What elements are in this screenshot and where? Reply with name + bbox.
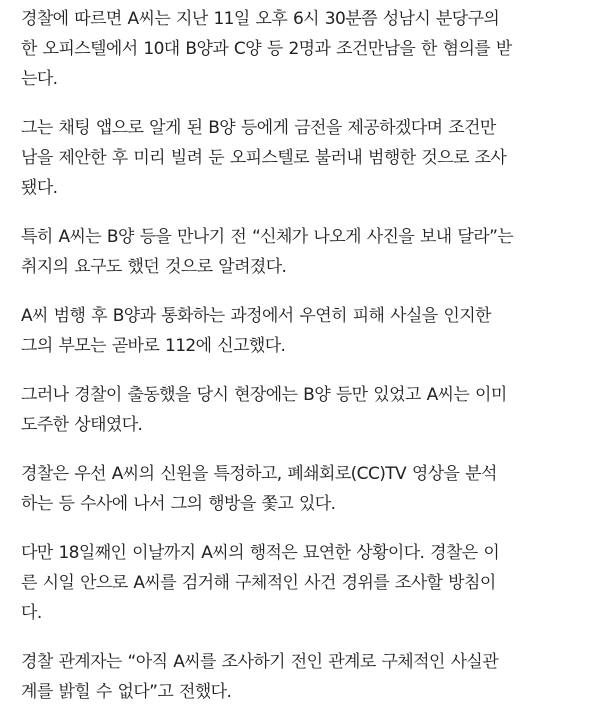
paragraph-6 bbox=[21, 459, 587, 519]
text-line: 경찰은 우선 A씨의 신원을 특정하고, 폐쇄회로(CC)TV 영상을 분석 bbox=[21, 464, 497, 484]
text-line: A씨 범행 후 B양과 통화하는 과정에서 우연히 피해 사실을 인지한 bbox=[21, 306, 491, 326]
text-line: 도주한 상태였다. bbox=[21, 415, 143, 435]
text-line: 는다. bbox=[21, 69, 58, 89]
text-line: 남을 제안한 후 미리 빌려 둔 오피스텔로 불러내 범행한 것으로 조사 bbox=[21, 148, 507, 168]
article-body bbox=[21, 4, 587, 726]
text-line: 경찰에 따르면 A씨는 지난 11일 오후 6시 30분쯤 성남시 분당구의 bbox=[21, 9, 500, 29]
text-line: 다만 18일째인 이날까지 A씨의 행적은 묘연한 상황이다. 경찰은 이 bbox=[21, 543, 500, 563]
paragraph-1 bbox=[21, 4, 587, 94]
text-line: 한 오피스텔에서 10대 B양과 C양 등 2명과 조건만남을 한 혐의를 받 bbox=[21, 39, 512, 59]
paragraph-4 bbox=[21, 301, 587, 361]
text-line: 른 시일 안으로 A씨를 검거해 구체적인 사건 경위를 조사할 방침이 bbox=[21, 573, 496, 593]
text-line: 그는 채팅 앱으로 알게 된 B양 등에게 금전을 제공하겠다며 조건만 bbox=[21, 118, 496, 138]
text-line: 그러나 경찰이 출동했을 당시 현장에는 B양 등만 있었고 A씨는 이미 bbox=[21, 385, 507, 405]
text-line: 그의 부모는 곧바로 112에 신고했다. bbox=[21, 336, 286, 356]
text-line: 특히 A씨는 B양 등을 만나기 전 “신체가 나오게 사진을 보내 달라”는 bbox=[21, 227, 514, 247]
text-line: 다. bbox=[21, 603, 42, 623]
text-line: 하는 등 수사에 나서 그의 행방을 쫓고 있다. bbox=[21, 494, 336, 514]
paragraph-8 bbox=[21, 647, 587, 707]
paragraph-7 bbox=[21, 538, 587, 628]
paragraph-2 bbox=[21, 113, 587, 203]
paragraph-3 bbox=[21, 222, 587, 282]
text-line: 계를 밝힐 수 없다”고 전했다. bbox=[21, 682, 232, 702]
text-line: 경찰 관계자는 “아직 A씨를 조사하기 전인 관계로 구체적인 사실관 bbox=[21, 652, 499, 672]
paragraph-5 bbox=[21, 380, 587, 440]
text-line: 취지의 요구도 했던 것으로 알려졌다. bbox=[21, 257, 287, 277]
text-line: 됐다. bbox=[21, 178, 58, 198]
